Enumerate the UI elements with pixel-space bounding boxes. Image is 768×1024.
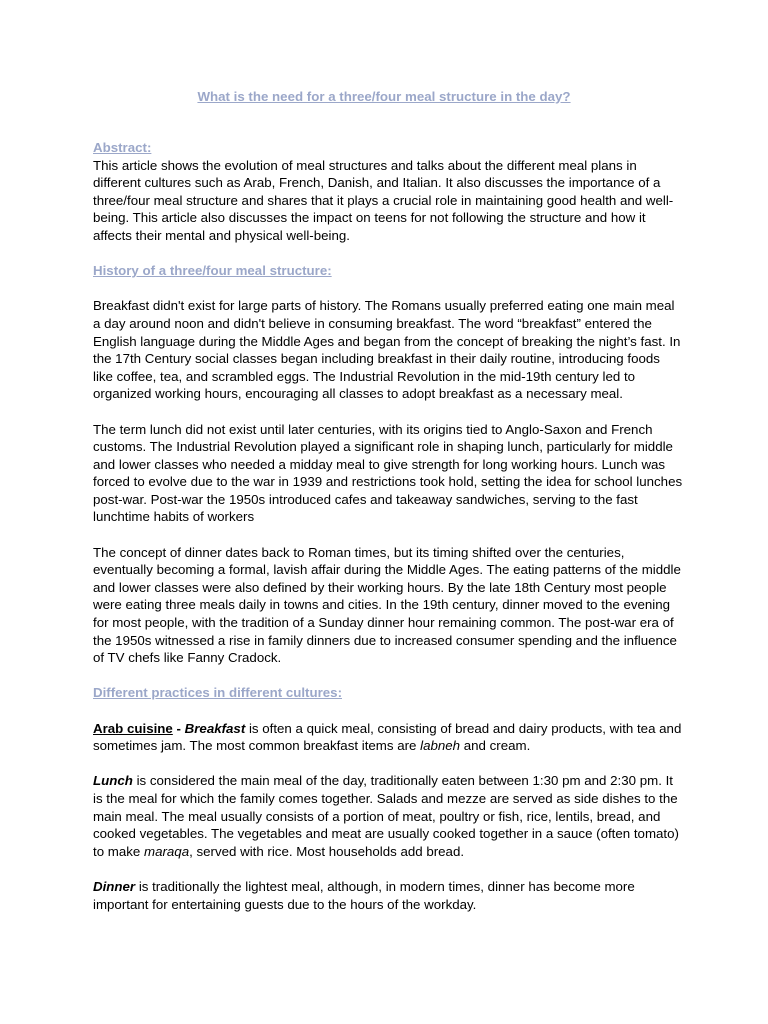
abstract-heading: Abstract: — [93, 140, 152, 155]
dinner-text: is traditionally the lightest meal, although, in modern times, dinner has become more important for entertaining guests due to the hours of the workday. — [93, 878, 635, 912]
abstract-paragraph: This article shows the evolution of meal structures and talks about the different meal plans in different cultures such as Arab, French, Danish, and Italian. It also discusses the importance of a three/four meal structure and shares that it plays a crucial role in maintaining good health and well-being. This article also discusses the impact on teens for not following the structure and how it affects their mental and physical well-being. — [93, 157, 674, 243]
arab-lunch-paragraph — [93, 772, 683, 860]
history-paragraph-dinner: The concept of dinner dates back to Roman times, but its timing shifted over the centuries, eventually becoming a formal, lavish affair during the Middle Ages. The eating patterns of the middle and lower classes were also defined by their working hours. By the late 18th Century most people were eating three meals daily in towns and cities. In the 19th century, dinner moved to the evening for most people, with the tradition of a Sunday dinner hour remaining common. The post-war era of the 1950s witnessed a rise in family dinners due to increased consumer spending and the influence of TV chefs like Fanny Cradock. — [93, 544, 681, 666]
arab-cuisine-label: Arab cuisine — [93, 720, 173, 736]
history-paragraph-lunch: The term lunch did not exist until later centuries, with its origins tied to Anglo-Saxon and French customs. The Industrial Revolution played a significant role in shaping lunch, particularly for middle and lower classes who needed a midday meal to give strength for long working hours. Lunch was forced to evolve due to the war in 1939 and restrictions took hold, setting the idea for school lunches post-war. Post-war the 1950s introduced cafes and takeaway sandwiches, serving to the fast lunchtime habits of workers — [93, 421, 683, 525]
arab-breakfast-paragraph — [93, 720, 683, 755]
document-title: What is the need for a three/four meal structure in the day? — [197, 89, 571, 104]
history-paragraph-breakfast: Breakfast didn't exist for large parts of history. The Romans usually preferred eating one main meal a day around noon and didn't believe in consuming breakfast. The word “breakfast” entered the English language during the Middle Ages and began from the concept of breaking the night’s fast. In the 17th Century social classes began including breakfast in their daily routine, introducing foods like coffee, tea, and scrambled eggs. The Industrial Revolution in the mid-19th century led to organized working hours, encouraging all classes to adopt breakfast as a necessary meal. — [93, 298, 681, 402]
cultures-heading: Different practices in different cultures: — [93, 685, 342, 701]
arab-separator: - — [172, 720, 185, 736]
history-heading: History of a three/four meal structure: — [93, 263, 332, 279]
dinner-label: Dinner — [93, 878, 136, 894]
breakfast-text-2: and cream. — [460, 738, 531, 754]
lunch-text-1: is considered the main meal of the day, traditionally eaten between 1:30 pm and 2:30 pm. It is the meal for which the family comes together. Salads and mezze are served as side dishes to the main meal. The meal usually consists of a portion of meat, poultry or fish, rice, lentils, bread, and cooked vegetables. The vegetables and meat are usually cooked together in a sauce (often tomato) to make — [93, 773, 679, 859]
lunch-italic-term: maraqa — [144, 843, 190, 859]
lunch-text-2: , served with rice. Most households add bread. — [189, 843, 465, 859]
arab-dinner-paragraph — [93, 878, 683, 913]
breakfast-label: Breakfast — [184, 720, 246, 736]
breakfast-italic-term: labneh — [420, 738, 461, 754]
document-body — [93, 139, 683, 913]
lunch-label: Lunch — [93, 773, 133, 789]
breakfast-text-1: is often a quick meal, consisting of bread and dairy products, with tea and sometimes jam. The most common breakfast items are — [93, 720, 682, 754]
